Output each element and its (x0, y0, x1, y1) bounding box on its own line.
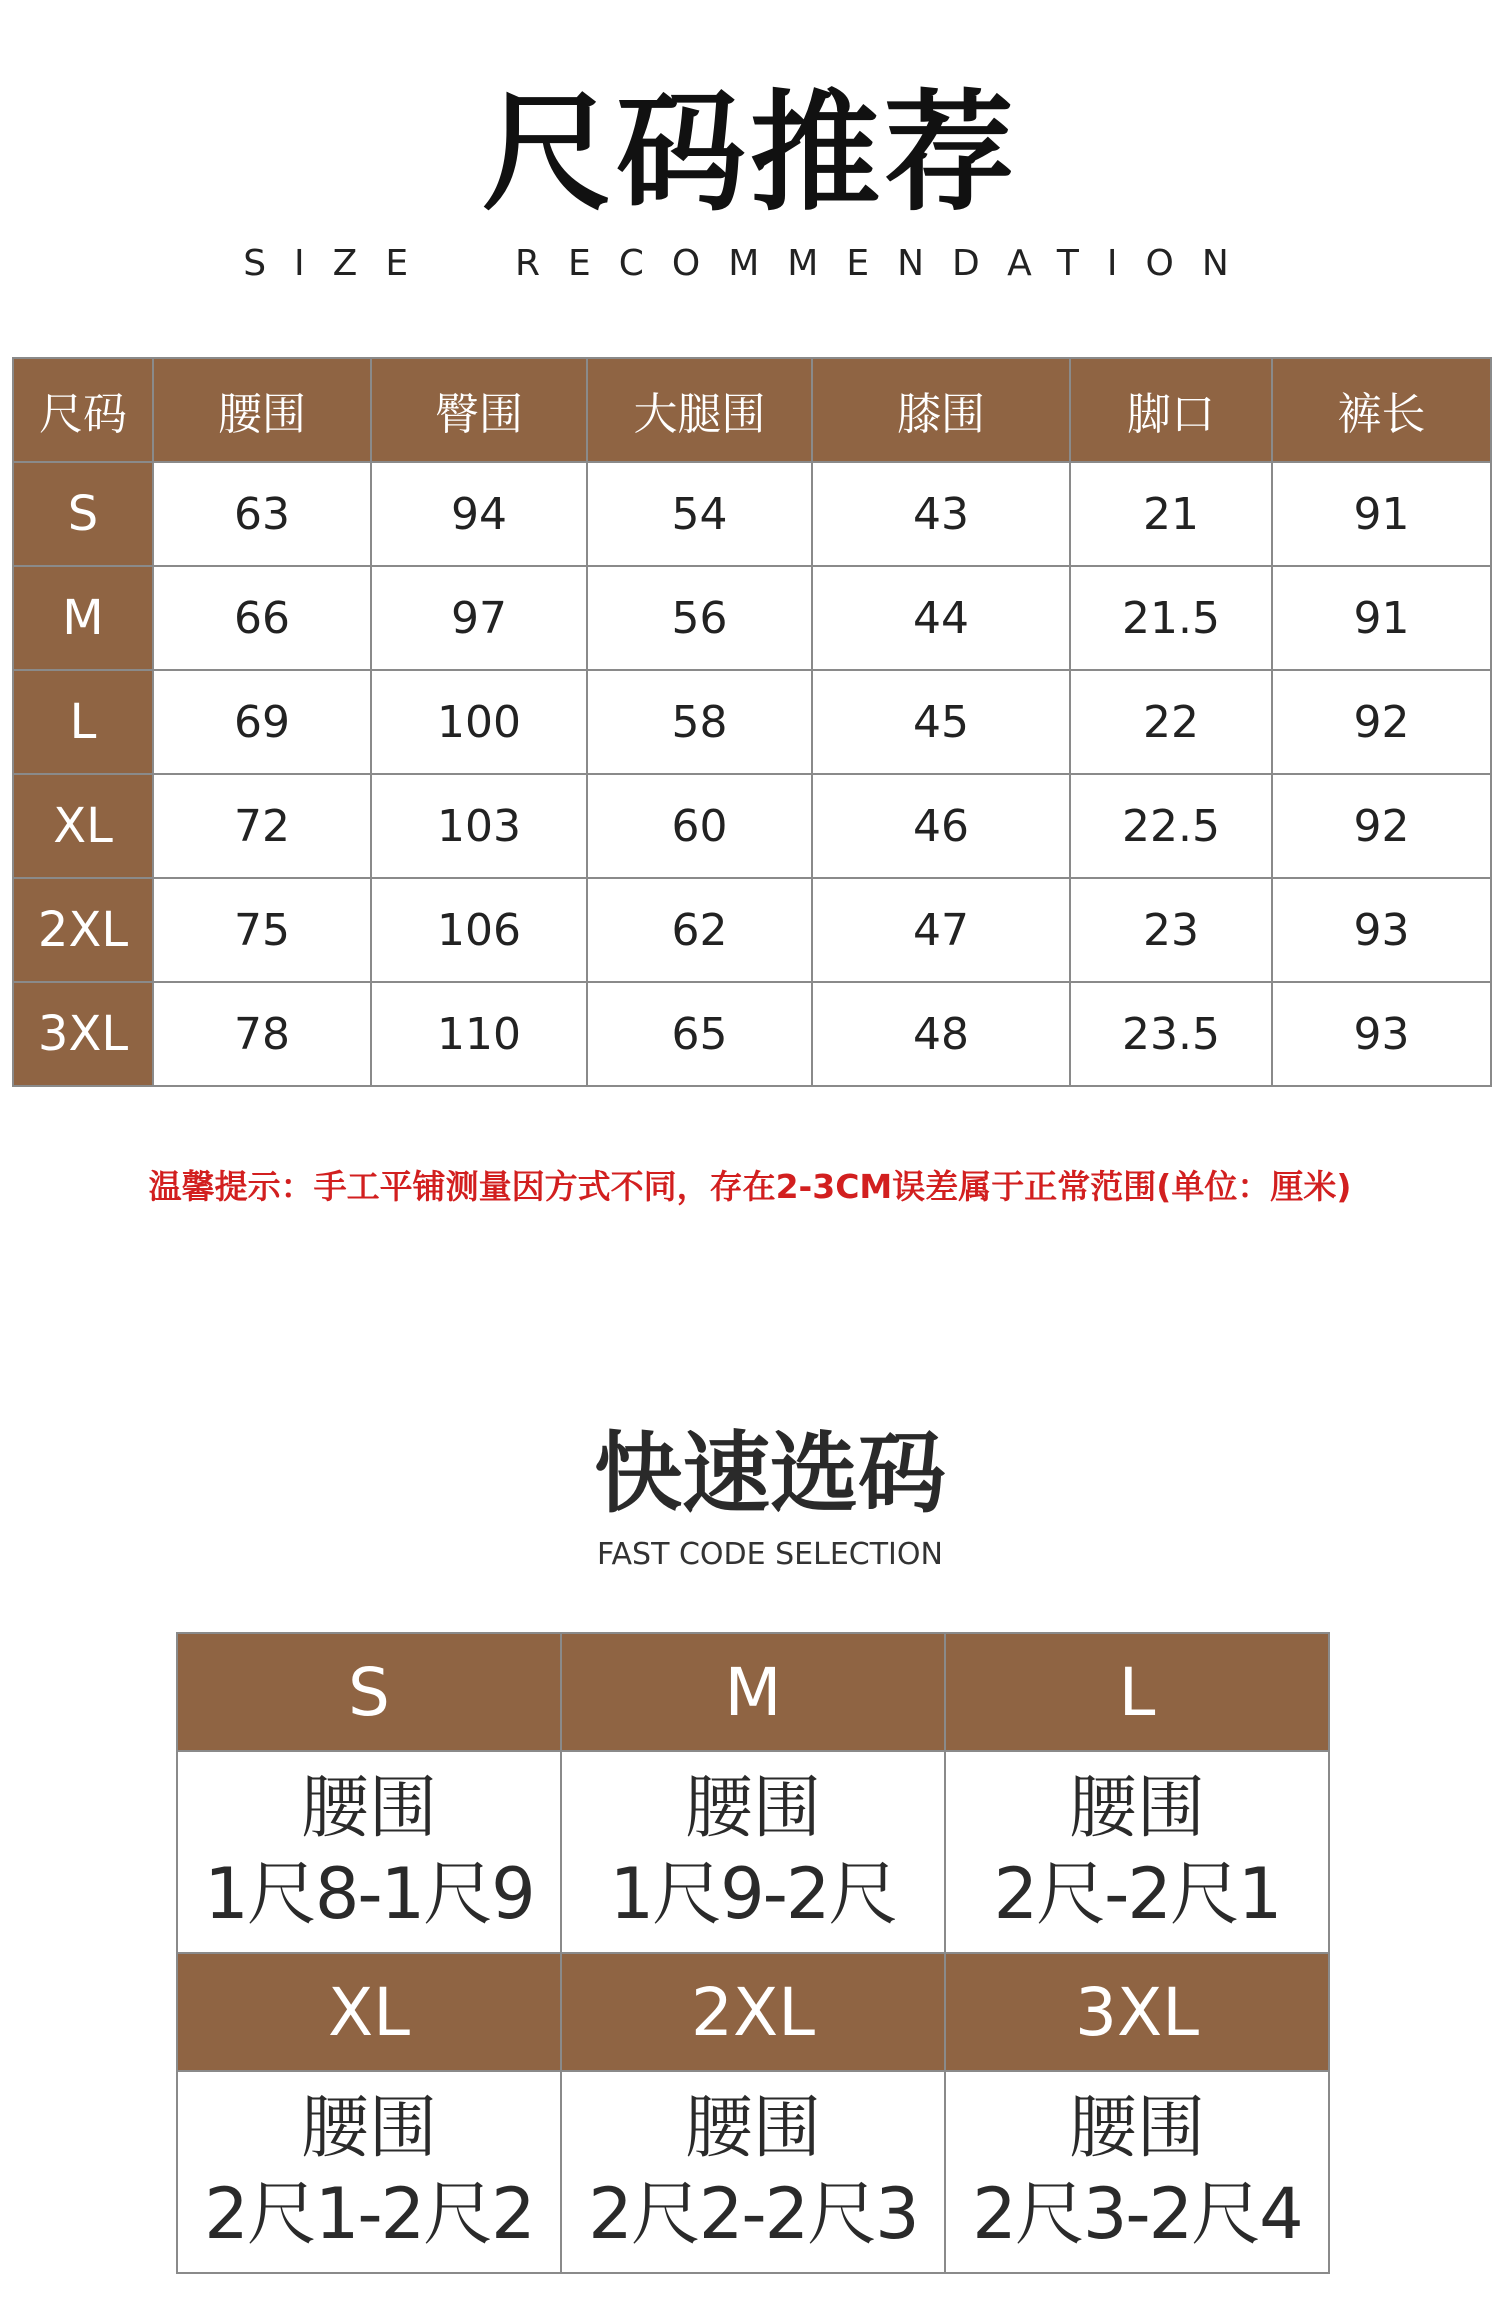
column-header: 膝围 (812, 358, 1070, 462)
fast-selection-subtitle: FAST CODE SELECTION (597, 1537, 943, 1572)
size-table (12, 357, 1492, 1087)
waist-label: 腰围 (300, 1768, 437, 1848)
value-cell: 47 (812, 878, 1070, 982)
waist-range: 1尺8-1尺9 (204, 1852, 534, 1935)
table-row (13, 982, 1491, 1086)
waist-label: 腰围 (684, 1768, 821, 1848)
value-cell: 92 (1272, 774, 1491, 878)
fast-size-header: XL (177, 1953, 561, 2071)
column-header: 尺码 (13, 358, 153, 462)
value-cell: 21.5 (1070, 566, 1272, 670)
value-cell: 97 (371, 566, 587, 670)
fast-cell (177, 2071, 561, 2273)
fast-size-header: 2XL (561, 1953, 945, 2071)
fast-cell (561, 2071, 945, 2273)
page-title: 尺码推荐 (481, 77, 1018, 229)
value-cell: 56 (587, 566, 812, 670)
value-cell: 21 (1070, 462, 1272, 566)
waist-label: 腰围 (684, 2088, 821, 2168)
waist-label: 腰围 (1068, 1768, 1205, 1848)
value-cell: 103 (371, 774, 587, 878)
table-row (13, 566, 1491, 670)
column-header: 脚口 (1070, 358, 1272, 462)
column-header: 腰围 (153, 358, 371, 462)
value-cell: 43 (812, 462, 1070, 566)
size-table-header-row (13, 358, 1491, 462)
fast-size-header: M (561, 1633, 945, 1751)
value-cell: 23.5 (1070, 982, 1272, 1086)
value-cell: 78 (153, 982, 371, 1086)
value-cell: 93 (1272, 878, 1491, 982)
table-row (13, 878, 1491, 982)
fast-selection-table (176, 1632, 1330, 2274)
value-cell: 94 (371, 462, 587, 566)
fast-body-row (177, 1751, 1329, 1953)
value-cell: 72 (153, 774, 371, 878)
waist-range: 1尺9-2尺 (609, 1852, 897, 1935)
value-cell: 46 (812, 774, 1070, 878)
value-cell: 93 (1272, 982, 1491, 1086)
fast-size-header: S (177, 1633, 561, 1751)
value-cell: 66 (153, 566, 371, 670)
value-cell: 48 (812, 982, 1070, 1086)
value-cell: 65 (587, 982, 812, 1086)
value-cell: 91 (1272, 462, 1491, 566)
table-row (13, 462, 1491, 566)
value-cell: 58 (587, 670, 812, 774)
waist-range: 2尺2-2尺3 (588, 2172, 918, 2255)
measurement-note: 温馨提示：手工平铺测量因方式不同，存在2-3CM误差属于正常范围(单位：厘米) (148, 1167, 1352, 1206)
fast-cell (945, 2071, 1329, 2273)
page-subtitle: SIZE RECOMMENDATION (243, 243, 1257, 284)
size-cell: M (13, 566, 153, 670)
fast-cell (177, 1751, 561, 1953)
waist-label: 腰围 (300, 2088, 437, 2168)
table-row (13, 670, 1491, 774)
column-header: 裤长 (1272, 358, 1491, 462)
waist-range: 2尺3-2尺4 (972, 2172, 1302, 2255)
fast-body-row (177, 2071, 1329, 2273)
value-cell: 62 (587, 878, 812, 982)
value-cell: 44 (812, 566, 1070, 670)
value-cell: 106 (371, 878, 587, 982)
value-cell: 45 (812, 670, 1070, 774)
fast-header-row (177, 1633, 1329, 1751)
value-cell: 100 (371, 670, 587, 774)
value-cell: 22 (1070, 670, 1272, 774)
column-header: 臀围 (371, 358, 587, 462)
value-cell: 22.5 (1070, 774, 1272, 878)
fast-cell (945, 1751, 1329, 1953)
size-cell: 2XL (13, 878, 153, 982)
fast-header-row (177, 1953, 1329, 2071)
column-header: 大腿围 (587, 358, 812, 462)
value-cell: 60 (587, 774, 812, 878)
fast-cell (561, 1751, 945, 1953)
value-cell: 23 (1070, 878, 1272, 982)
value-cell: 69 (153, 670, 371, 774)
fast-size-header: 3XL (945, 1953, 1329, 2071)
value-cell: 54 (587, 462, 812, 566)
value-cell: 110 (371, 982, 587, 1086)
size-cell: 3XL (13, 982, 153, 1086)
waist-range: 2尺-2尺1 (993, 1852, 1281, 1935)
size-cell: S (13, 462, 153, 566)
fast-selection-title: 快速选码 (593, 1422, 946, 1525)
fast-size-header: L (945, 1633, 1329, 1751)
value-cell: 91 (1272, 566, 1491, 670)
value-cell: 63 (153, 462, 371, 566)
waist-range: 2尺1-2尺2 (204, 2172, 534, 2255)
value-cell: 92 (1272, 670, 1491, 774)
table-row (13, 774, 1491, 878)
size-cell: L (13, 670, 153, 774)
waist-label: 腰围 (1068, 2088, 1205, 2168)
size-cell: XL (13, 774, 153, 878)
value-cell: 75 (153, 878, 371, 982)
